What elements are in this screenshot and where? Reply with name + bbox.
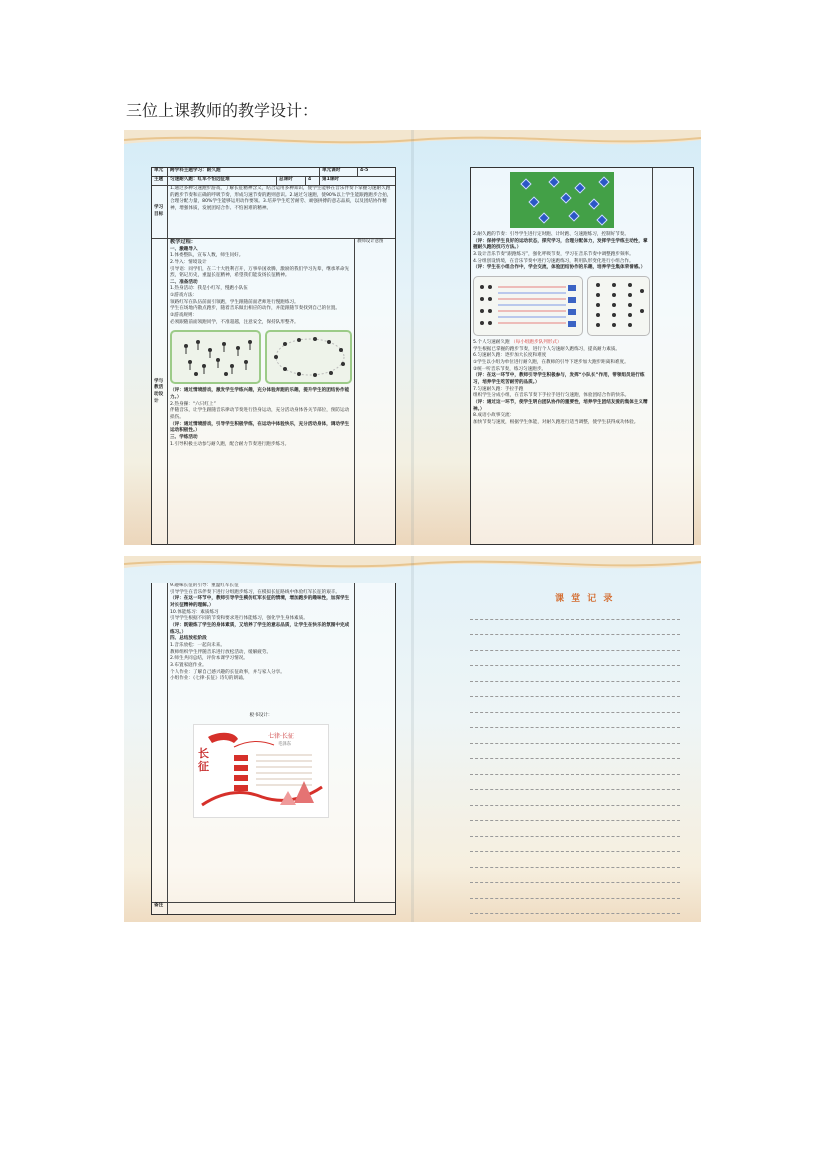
right-line: 3.设计音乐节奏“跟跑练习”，强化呼吸节奏，学习在音乐节奏中调整跑步频率。	[473, 251, 634, 257]
comment-1: （评：通过情境游戏，激发学生学练兴趣，充分体验奔跑的乐趣，提升学生的团结协作能力。）	[170, 388, 350, 401]
right-comment: （评：学生在小组合作中，学会交流，体验团结协作的乐趣，培养学生集体荣誉感。）	[473, 265, 646, 271]
note-value	[168, 903, 395, 914]
right-line: 7.匀速耐久跑：手拉手跑	[473, 386, 524, 392]
theme-label: 主题	[152, 177, 168, 185]
marker-icon	[538, 212, 549, 223]
note-label: 备注	[152, 903, 168, 914]
lane-figure-1	[473, 276, 583, 336]
page-title: 三位上课教师的教学设计：	[126, 101, 319, 120]
marker-icon	[596, 214, 607, 225]
lesson-plan-spread-1	[124, 130, 701, 545]
page2-label-column	[152, 583, 168, 902]
formation-figure-2	[265, 330, 352, 384]
part1-line: 1.体委整队，宣布人数，师生问好。	[170, 253, 244, 259]
part4-line: 2.师生共同总结，评价本课学习情况。	[170, 656, 248, 662]
page2-line: 10.体能练习：素质练习	[170, 609, 219, 615]
marker-icon	[588, 198, 599, 209]
page2-note-column	[355, 583, 395, 902]
right-note-column	[653, 168, 693, 544]
board-design-label: 板书设计：	[249, 712, 273, 718]
lesson-value: 第1课时	[322, 177, 339, 182]
field-diagram	[510, 172, 614, 228]
marker-icon	[520, 178, 531, 189]
total-value: 4	[306, 177, 320, 185]
right-line: ①学生以小组为单位进行耐久跑，在教师的引导下逐步加大跑步距离和难度。	[473, 359, 629, 365]
marker-icon	[528, 196, 539, 207]
page2-line: 引导学生根据不同的节奏和要求进行体能练习，强化学生身体素质。	[170, 616, 308, 622]
total-label: 总课时	[277, 177, 306, 185]
part4-line: 3.布置家庭作业。	[170, 662, 207, 668]
right-comment: （评：通过这一环节，使学生明白团队协作的重要性，培养学生团结友爱的集体主义精神。）	[473, 399, 648, 412]
page2-content	[168, 583, 355, 902]
comment-2: （评：通过情境游戏，引导学生积极学练，在运动中体验快乐，充分活动身体，调动学生运动积极性。）	[170, 421, 350, 434]
part4-line: 教师组织学生伴随音乐进行放松活动，缓解疲劳。	[170, 649, 272, 655]
right-line: ②统一听音乐节奏，练习匀速跑步。	[473, 366, 547, 372]
part3-title: 三、学练活动	[170, 435, 198, 440]
part1-line: 引导语：同学们，在二十大胜利召开，万事举国欢腾，激励的我们学习先辈，继承革命先烈，铭记历史，重温长征精神，希望我们能发扬长征精神。	[170, 266, 350, 279]
part2-line: 1.热身活动：我是小红军，慢跑小队伍	[170, 286, 248, 292]
part2-line3-desc: 伴随音乐，让学生跟随音乐律动节奏进行热身运动，充分活动身体各关节部位，预防运动损伤。	[170, 408, 350, 421]
part3-line: 1.引导积极主动参与耐久跑，配合耐力节奏进行跑步练习。	[170, 441, 290, 447]
marker-icon	[548, 176, 559, 187]
right-line: 8.成语小故事交流：	[473, 413, 515, 419]
marker-icon	[598, 176, 609, 187]
lesson-table-page2	[151, 583, 396, 915]
part4-line: 个人作业：了解自己感兴趣的长征故事，并与家人分享。	[170, 669, 285, 675]
part2-title: 二、准备活动	[170, 279, 198, 285]
goal-label: 学习目标	[152, 186, 168, 238]
theme-value: 匀速耐久跑：红军不怕远征难	[168, 177, 277, 185]
process-title: 教学过程：	[170, 239, 196, 245]
right-line: 4.分组创设情境，在音乐节奏中进行匀速跑练习，利用队形变化进行小组合作。	[473, 258, 634, 264]
red-hint: （每小组跑步队列形式）	[511, 339, 562, 345]
process-label: 学与教活动设计	[152, 239, 168, 545]
board-design-image	[193, 724, 329, 818]
formation-figure-1	[170, 330, 261, 384]
right-comment: （评：在这一环节中，教师引导学生积极参与，发挥“小队长”作用，带领组员进行练习，培养学生吃苦耐劳的品质。）	[473, 373, 645, 385]
part4-line: 1.音乐放松：一起向未来。	[170, 642, 225, 648]
unit-class-label: 单元课时	[320, 168, 358, 176]
board-poem-author: 毛泽东	[278, 741, 292, 747]
part4-line: 小组作业：《七律·长征》诗句的朗诵。	[170, 676, 248, 682]
runners-illustration	[172, 332, 261, 382]
part2-line: ②游戏规则：	[170, 313, 198, 319]
page2-line: 9.趣味长征的引导：重温红军长征	[170, 583, 239, 588]
part2-line3: 2.热身操：“六只红上”	[170, 401, 216, 407]
page2-comment: （评：在这一环节中，教师引导学生模仿红军长征的情境，增加跑步的趣味性，加深学生对长征精神的理解。）	[170, 596, 350, 608]
right-line: 2.耐久跑的节奏：引导学生进行定时跑、计时跑、匀速跑练习，控制好节奏。	[473, 232, 629, 237]
right-process-content	[471, 168, 653, 544]
unit-label: 单元	[152, 168, 168, 176]
part2-line: 必须跟随前面领跑同学，不准超越，注意安全，保持队形整齐。	[170, 319, 299, 325]
process-content	[168, 239, 355, 545]
unit-value: 跨学科主题学习：耐久跑	[168, 168, 320, 176]
board-poem-title: 七律·长征	[268, 732, 294, 740]
part2-line: 领路红军在队伍前面引领跑，学生跟随前面老师进行慢跑练习。	[170, 299, 299, 305]
part1-line: 2.导入：情境设计	[170, 259, 207, 265]
right-line: 5.个人匀速耐久跑	[473, 339, 510, 345]
page2-comment: （评：既锻炼了学生的身体素质，又培养了学生的意志品质，让学生在快乐的氛围中完成练习。）	[170, 622, 350, 635]
right-line: 学生根据已掌握的跑步节奏，进行个人匀速耐久跑练习，提高耐力素质。	[473, 346, 621, 352]
lane-runners-illustration	[474, 277, 583, 335]
part2-line: ①游戏方法：	[170, 293, 198, 299]
marker-icon	[574, 182, 585, 193]
board-big-text: 长征	[198, 746, 209, 773]
page-fold	[411, 556, 414, 922]
class-record-title: 课 堂 记 录	[555, 594, 615, 604]
right-comment: （评：保持学生良好的运动状态，探究学习，合理分配体力，发挥学生学练主动性，掌握耐久跑的技巧方法。）	[473, 238, 648, 251]
board-design-illustration	[194, 725, 328, 817]
lane-figure-2	[587, 276, 650, 336]
right-line: 加快节奏与速度，根据学生体能，对耐久跑进行适当调整，使学生获得成功体验。	[473, 419, 639, 425]
lesson-table-left	[151, 167, 396, 545]
unit-class-value: 4-5	[360, 168, 369, 173]
marker-icon	[568, 210, 579, 221]
part2-line: 学生在场地内散点跑步，随着音乐做出相应的动作，并能跟随节奏找到自己的位置。	[170, 306, 340, 312]
column-runners-illustration	[588, 277, 650, 335]
lesson-table-right	[470, 167, 694, 545]
circle-formation-illustration	[267, 332, 352, 382]
page2-line: 引导学生在音乐伴奏下进行分组跑步练习，在模拟长征路线中体验红军长征的艰辛。	[170, 589, 340, 595]
part1-title: 一、激趣导入	[170, 246, 198, 252]
right-line: 6.匀速耐久跑：逐步加大长度和难度	[473, 353, 547, 359]
page-fold	[411, 130, 414, 545]
marker-icon	[560, 192, 571, 203]
goals-text: 1.通过多种匀速跑步游戏，了解长征精神含义，结合运用多种知识，使学生能够在音乐伴奏下掌握匀速耐久跑的跑步节奏和正确的呼吸节奏，形成匀速节奏的跑则意识。2.通过匀速跑，使90%以上学生能跟跑跑步合拍，合理分配力量，80%学生能够运用动作要领。3.培养学生吃苦耐劳、顽强拼搏的意志品质，以及团结协作精神，增强体质，发展团结合作、不怕困难的精神。	[170, 186, 392, 211]
part4-title: 四、总结放松阶段	[170, 636, 207, 642]
design-note: 教师设计意图	[357, 239, 384, 244]
right-line: 组织学生分成小组，在音乐节奏下手拉手进行匀速跑，体验团结合作的快乐。	[473, 393, 630, 399]
